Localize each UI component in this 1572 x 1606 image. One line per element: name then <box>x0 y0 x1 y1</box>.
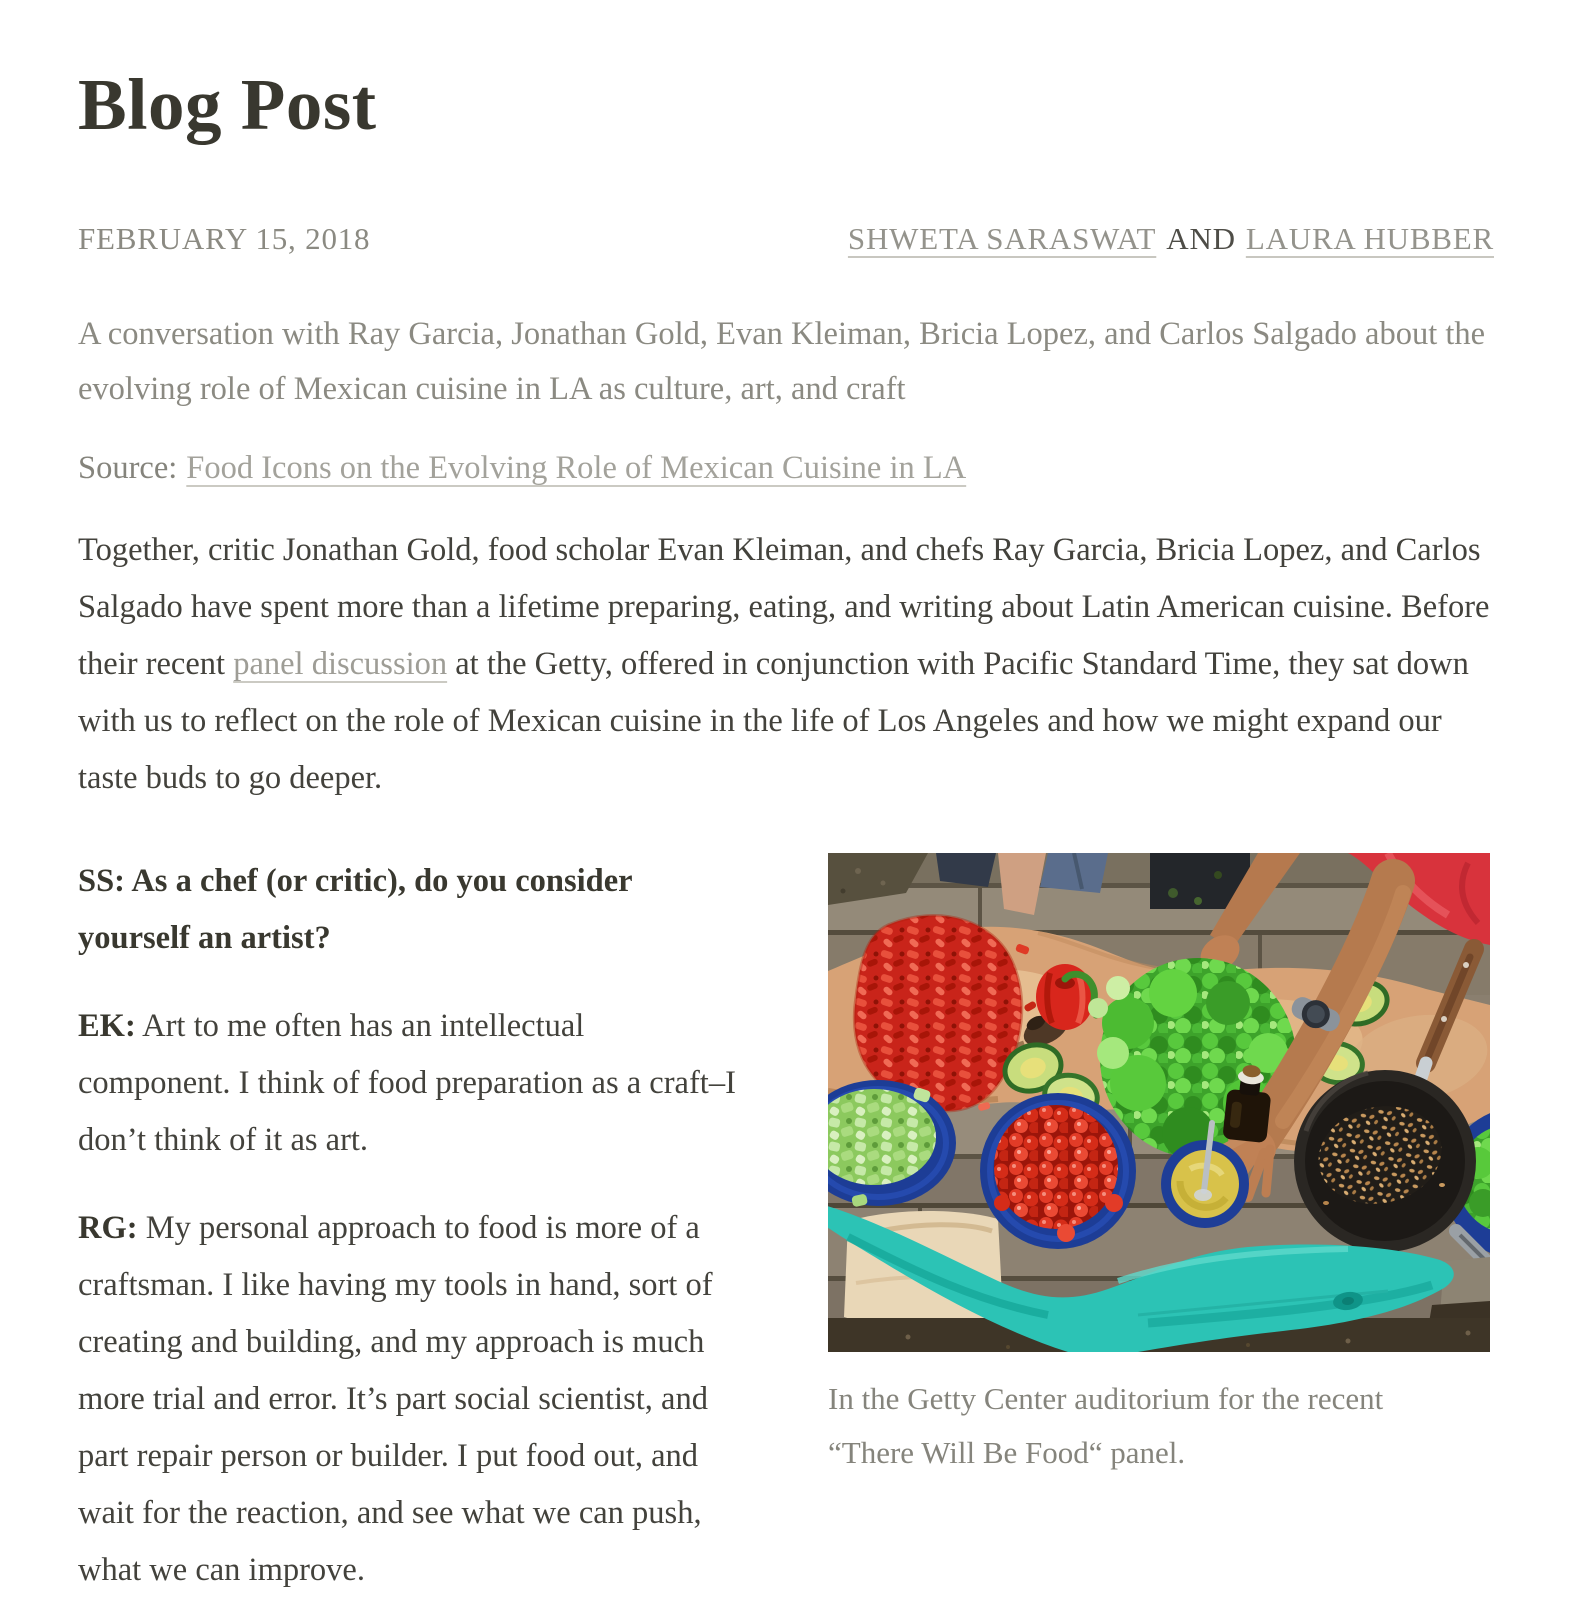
question-speaker: SS: <box>78 862 125 899</box>
lead-text-before: Together, critic Jonathan Gold, food scholar Evan Kleiman, and chefs Ray Garcia, Bricia Lopez, and Carlos Salgado have spent more than a lifetime preparing, eating, and writing about Latin American cuisine. Before their recent <box>78 531 1490 682</box>
question-text: As a chef (or critic), do you consider yourself an artist? <box>78 862 632 956</box>
interview-answer-ek <box>78 998 742 1169</box>
authors-separator: AND <box>1166 220 1236 256</box>
qa-text-column <box>78 853 742 1599</box>
intro-paragraph: A conversation with Ray Garcia, Jonathan Gold, Evan Kleiman, Bricia Lopez, and Carlos Salgado about the evolving role of Mexican cuisine in LA as culture, art, and craft <box>78 315 1486 407</box>
post-meta <box>78 221 1494 257</box>
panel-discussion-link[interactable]: panel discussion <box>233 645 448 682</box>
photo-caption: In the Getty Center auditorium for the recent “There Will Be Food“ panel. <box>828 1380 1384 1470</box>
post-authors <box>848 221 1494 257</box>
answer-rg-text: My personal approach to food is more of a craftsman. I like having my tools in hand, sort of creating and building, and my approach is much more trial and error. It’s part social scientist, and part repair person or builder. I put food out, and wait for the reaction, and see what we can push, what we can improve. <box>78 1209 713 1588</box>
answer-ek-speaker: EK: <box>78 1007 136 1044</box>
author-link-laura-hubber[interactable]: LAURA HUBBER <box>1245 220 1494 256</box>
food-prep-photo <box>828 853 1490 1352</box>
answer-rg-speaker: RG: <box>78 1209 138 1246</box>
answer-ek-text: Art to me often has an intellectual component. I think of food preparation as a craft–I don’t think of it as art. <box>78 1007 736 1158</box>
source-line <box>78 441 1494 496</box>
interview-answer-rg <box>78 1200 742 1599</box>
interview-question <box>78 853 742 967</box>
source-link[interactable]: Food Icons on the Evolving Role of Mexican Cuisine in LA <box>186 449 967 486</box>
lead-text-after: at the Getty, offered in conjunction with Pacific Standard Time, they sat down with us to reflect on the role of Mexican cuisine in the life of Los Angeles and how we might expand our taste buds to go deeper. <box>78 645 1469 796</box>
source-label: Source: <box>78 449 178 486</box>
post-date: FEBRUARY 15, 2018 <box>78 220 371 256</box>
article-figure <box>828 853 1490 1599</box>
qa-section <box>78 853 1494 1599</box>
author-link-shweta-saraswat[interactable]: SHWETA SARASWAT <box>847 220 1157 256</box>
page-title: Blog Post <box>78 64 377 145</box>
lead-paragraph <box>78 522 1494 807</box>
